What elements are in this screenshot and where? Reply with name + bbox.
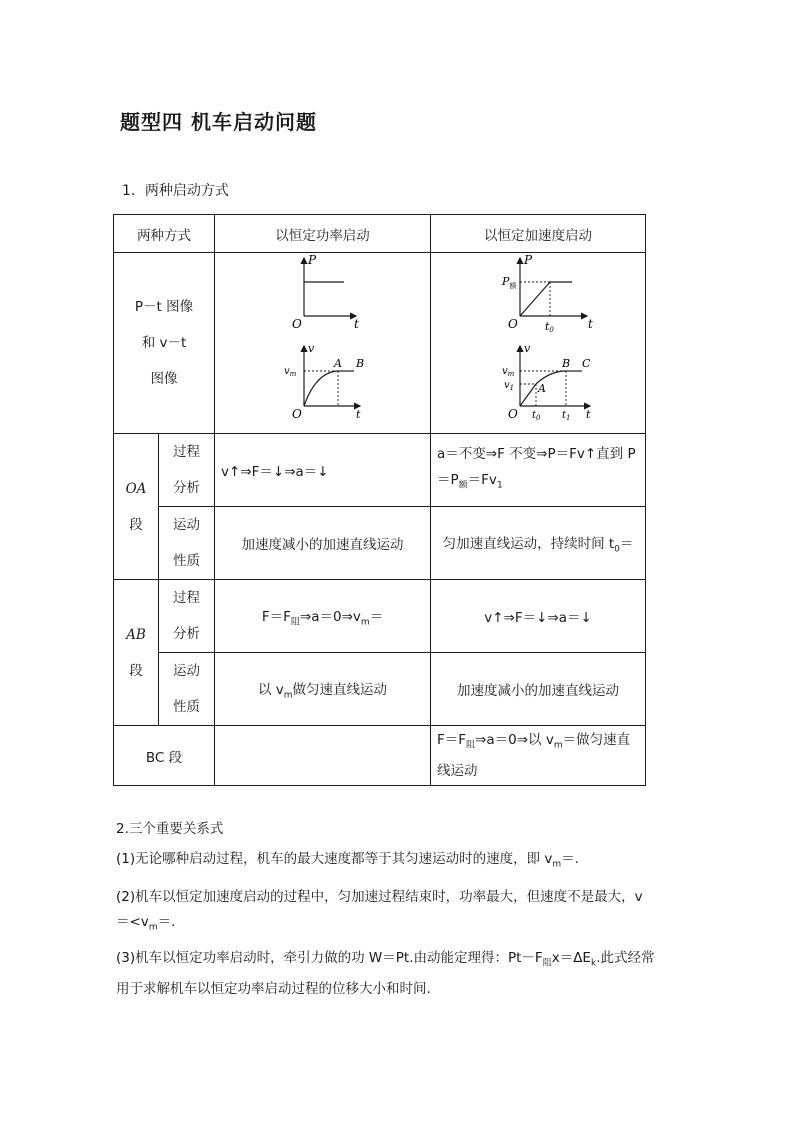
avt-vm-label: $v_m$ (501, 366, 514, 378)
constant-power-graph-svg (216, 254, 430, 432)
vt-origin: O (291, 407, 302, 421)
constant-power-graphs (215, 253, 431, 434)
ab-nature-label-line2: 性质 (173, 699, 200, 715)
oa-process-accel-line1: a＝不变⇒F 不变⇒P＝Fv↑直到 P (437, 446, 636, 463)
ab-process-label-line2: 分析 (173, 626, 200, 642)
const-power-pt-graph (292, 254, 359, 331)
ab-process-accel: v↑⇒F＝↓⇒a＝↓ (431, 580, 646, 653)
oa-segment-label (114, 434, 159, 580)
const-accel-vt-graph (502, 342, 591, 422)
relation-2-line2: $=<v_m=$. (116, 914, 176, 933)
avt-point-c: C (581, 357, 590, 370)
avt-t1: $t_1$ (561, 410, 570, 422)
relation-2-line1: (2)机车以恒定加速度启动的过程中，匀加速过程结束时，功率最大，但速度不是最大，v (116, 889, 643, 905)
bc-accel-line2: 线运动 (437, 763, 478, 780)
relation-2 (116, 885, 682, 941)
avt-origin: O (507, 407, 518, 421)
relation-3 (116, 946, 682, 1002)
startup-methods-table (113, 214, 646, 786)
avt-t0: $t_0$ (531, 410, 540, 422)
constant-acceleration-graphs (431, 253, 646, 434)
oa-segment-suffix: 段 (129, 516, 143, 533)
graph-row (114, 253, 646, 434)
constant-acceleration-graph-svg (432, 254, 645, 432)
graph-label-line1: P－t 图像 (134, 299, 194, 315)
relation-1: (1)无论哪种启动过程，机车的最大速度都等于其匀速运动时的速度，即 $v_m=$. (116, 851, 579, 870)
header-constant-power: 以恒定功率启动 (215, 215, 431, 253)
oa-process-accel (431, 434, 646, 507)
oa-segment-name: OA (125, 480, 147, 497)
oa-process-power: v↑⇒F＝↓⇒a＝↓ (215, 434, 431, 507)
ab-process-label-line1: 过程 (173, 590, 200, 606)
graph-label-line3: 图像 (150, 371, 178, 387)
oa-process-label-line2: 分析 (173, 480, 200, 496)
pt-x-label: t (353, 317, 359, 331)
ab-segment-suffix: 段 (129, 662, 143, 679)
oa-nature-label (159, 507, 215, 580)
oa-nature-accel: 匀加速直线运动，持续时间 $t_0=$ (431, 507, 646, 580)
bc-segment-label: BC 段 (114, 726, 215, 786)
avt-point-b: B (561, 357, 570, 370)
vt-x-label: t (355, 408, 360, 421)
ab-process-power: $F=F_阻\Rightarrow a=0\Rightarrow v_m=$ (215, 580, 431, 653)
section-1-heading: 1．两种启动方式 (122, 183, 229, 199)
apt-y-label: P (523, 254, 532, 267)
graph-row-label (114, 253, 215, 434)
oa-nature-power: 加速度减小的加速直线运动 (215, 507, 431, 580)
avt-x-label: t (585, 408, 590, 421)
ab-nature-label (159, 653, 215, 726)
const-accel-pt-graph (501, 254, 593, 334)
section-2-heading: 2.三个重要关系式 (116, 821, 224, 837)
ab-nature-accel: 加速度减小的加速直线运动 (431, 653, 646, 726)
vt-point-a: A (333, 357, 342, 370)
apt-p-rated: $P_额$ (501, 275, 516, 290)
oa-process-label (159, 434, 215, 507)
header-mode: 两种方式 (114, 215, 215, 253)
bc-constant-power-empty (215, 726, 431, 786)
vt-y-label: v (307, 342, 314, 355)
oa-process-row (114, 434, 646, 507)
apt-t0: t0 (544, 320, 554, 334)
relation-3-line2: 用于求解机车以恒定功率启动过程的位移大小和时间. (116, 980, 431, 997)
bc-constant-accel (431, 726, 646, 786)
avt-point-a: A (537, 382, 546, 395)
pt-origin: O (291, 317, 302, 331)
ab-process-label (159, 580, 215, 653)
oa-nature-row (114, 507, 646, 580)
apt-x-label: t (587, 317, 593, 331)
ab-segment-label (114, 580, 159, 726)
ab-process-row (114, 580, 646, 653)
bc-row (114, 726, 646, 786)
oa-process-accel-line2: $=P_额=Fv_1$ (437, 472, 503, 491)
header-constant-acceleration: 以恒定加速度启动 (431, 215, 646, 253)
apt-origin: O (507, 317, 518, 331)
vt-point-b: B (355, 357, 364, 370)
pt-y-label: P (307, 254, 316, 267)
ab-nature-row (114, 653, 646, 726)
relation-3-line1: (3)机车以恒定功率启动时，牵引力做的功 W＝Pt.由动能定理得：$Pt-F_阻x=\Delta E_k$.此式经常 (116, 950, 655, 969)
bc-accel-line1: $F=F_阻\Rightarrow a=0\Rightarrow$以 $v_m=$做匀速直 (437, 731, 631, 751)
ab-nature-label-line1: 运动 (173, 663, 200, 679)
oa-nature-label-line2: 性质 (173, 553, 200, 569)
const-power-vt-graph (284, 342, 364, 421)
graph-label-line2: 和 v－t (141, 335, 187, 351)
avt-y-label: v (523, 342, 530, 355)
avt-v1-label: $v_1$ (503, 380, 514, 392)
table-header-row (114, 215, 646, 253)
ab-segment-name: AB (126, 626, 146, 643)
ab-nature-power: 以 $v_m$做匀速直线运动 (215, 653, 431, 726)
oa-process-label-line1: 过程 (173, 444, 200, 460)
page-title: 题型四 机车启动问题 (120, 110, 317, 134)
oa-nature-label-line1: 运动 (173, 517, 200, 533)
vt-vm-label: $v_m$ (283, 366, 296, 378)
